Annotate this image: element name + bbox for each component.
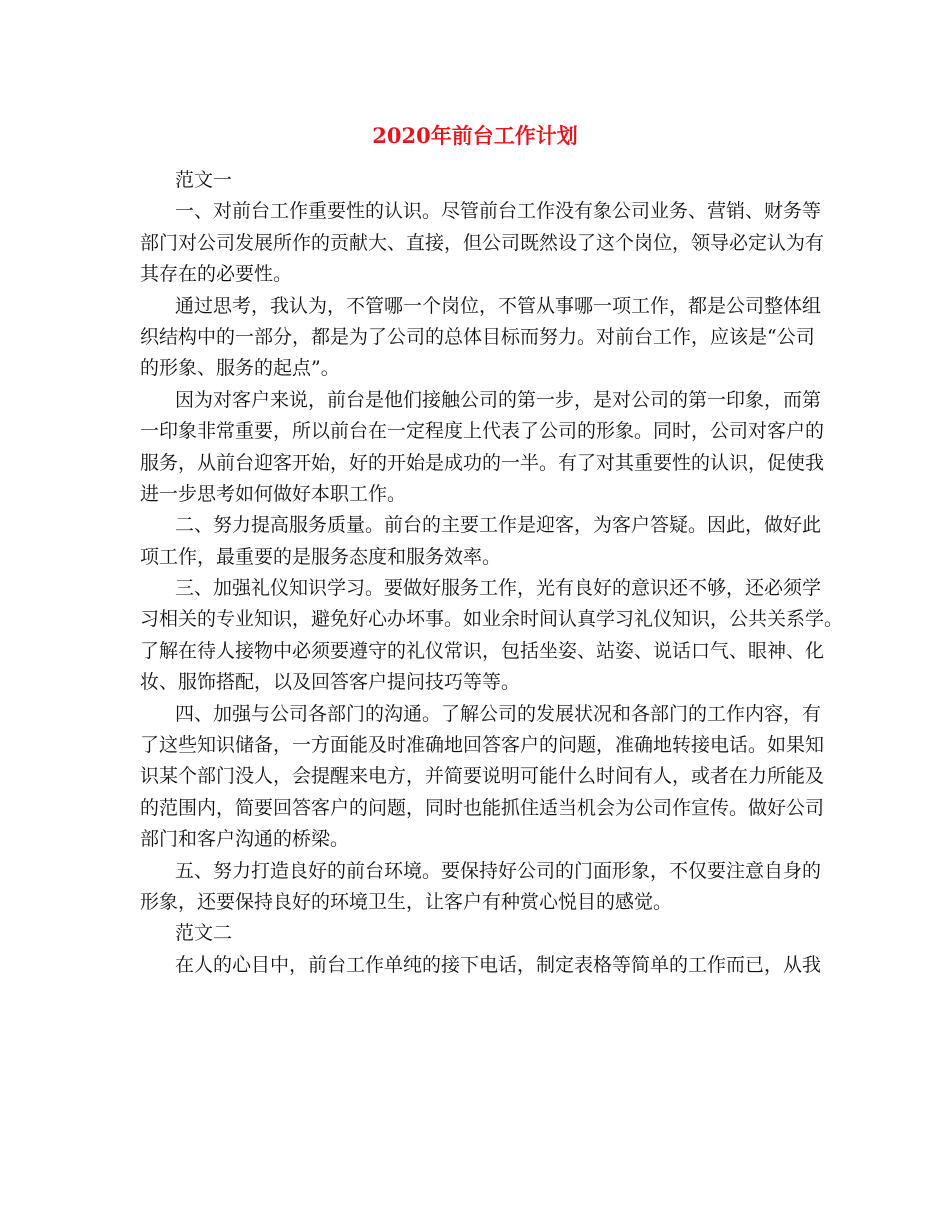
text-line: 织结构中的一部分，都是为了公司的总体目标而努力。对前台工作，应该是“公司 [140,325,815,348]
text-line: 进一步思考如何做好本职工作。 [140,482,407,505]
text-line: 其存在的必要性。 [140,263,293,286]
text-line: 妆、服饰搭配，以及回答客户提问技巧等等。 [140,671,521,694]
text-line: 部门对公司发展所作的贡献大、直接，但公司既然设了这个岗位，领导必定认为有 [140,231,825,254]
text-line: 通过思考，我认为，不管哪一个岗位，不管从事哪一项工作，都是公司整体组 [175,294,822,317]
text-line: 形象，还要保持良好的环境卫生，让客户有种赏心悦目的感觉。 [140,890,673,913]
text-line: 部门和客户沟通的桥梁。 [140,828,350,851]
text-line: 因为对客户来说，前台是他们接触公司的第一步，是对公司的第一印象，而第 [175,388,822,411]
text-line: 识某个部门没人，会提醒来电方，并简要说明可能什么时间有人，或者在力所能及 [140,765,825,788]
text-line: 一印象非常重要，所以前台在一定程度上代表了公司的形象。同时，公司对客户的 [140,420,825,443]
text-line: 了这些知识储备，一方面能及时准确地回答客户的问题，准确地转接电话。如果知 [140,734,825,757]
text-line: 范文一 [175,169,233,191]
text-line: 五、努力打造良好的前台环境。要保持好公司的门面形象，不仅要注意自身的 [175,859,822,882]
text-line: 的形象、服务的起点”。 [140,357,340,380]
document-title: 2020年前台工作计划 [372,123,578,148]
text-line: 范文二 [175,922,233,945]
text-line: 四、加强与公司各部门的沟通。了解公司的发展状况和各部门的工作内容，有 [175,702,822,725]
document-body [140,165,844,981]
text-line: 在人的心目中，前台工作单纯的接下电话，制定表格等简单的工作而已，从我 [175,953,822,976]
text-line: 服务，从前台迎客开始，好的开始是成功的一半。有了对其重要性的认识，促使我 [140,451,825,474]
text-line: 项工作，最重要的是服务态度和服务效率。 [140,545,502,568]
text-line: 了解在待人接物中必须要遵守的礼仪常识，包括坐姿、站姿、说话口气、眼神、化 [140,639,825,662]
text-line: 一、对前台工作重要性的认识。尽管前台工作没有象公司业务、营销、财务等 [175,200,822,223]
text-line: 三、加强礼仪知识学习。要做好服务工作，光有良好的意识还不够，还必须学 [175,577,822,600]
text-line: 二、努力提高服务质量。前台的主要工作是迎客，为客户答疑。因此，做好此 [175,514,822,537]
text-line: 的范围内，简要回答客户的问题，同时也能抓住适当机会为公司作宣传。做好公司 [140,796,825,819]
text-line: 习相关的专业知识，避免好心办坏事。如业余时间认真学习礼仪知识，公共关系学。 [140,608,844,631]
